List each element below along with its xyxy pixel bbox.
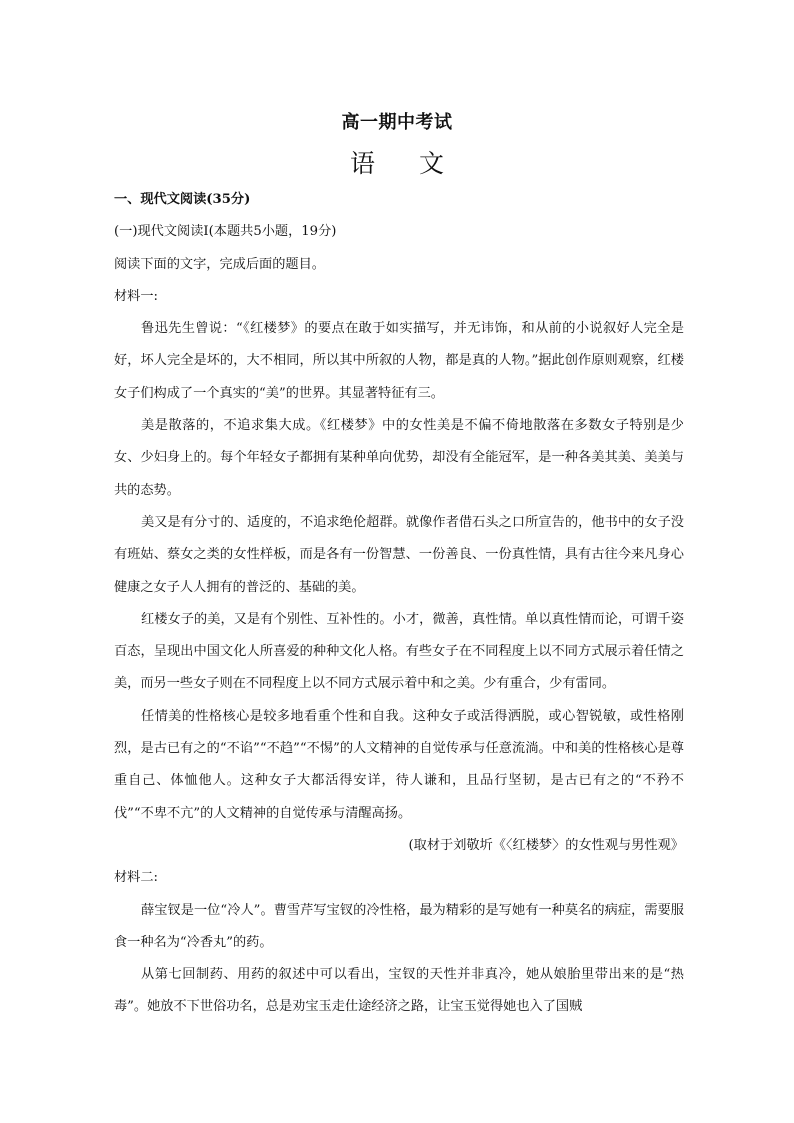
material-paragraph: 美又是有分寸的、适度的，不追求绝伦超群。就像作者借石头之口所宣告的，他书中的女子没有班姑、蔡女之类的女性样板，而是各有一份智慧、一份善良、一份真性情，具有古往今来凡身心健康之女子人人拥有的普泛的、基础的美。 (114, 514, 684, 595)
material-paragraph: 美是散落的，不追求集大成。《红楼梦》中的女性美是不偏不倚地散落在多数女子特别是少女、少妇身上的。每个年轻女子都拥有某种单向优势，却没有全能冠军，是一种各美其美、美美与共的态势。 (114, 418, 684, 498)
exam-title: 高一期中考试 (341, 112, 453, 133)
material-paragraph: 任情美的性格核心是较多地看重个性和自我。这种女子或活得洒脱，或心智锐敏，或性格刚烈，是古已有之的“不谄”“不趋”“不惕”的人文精神的自觉传承与任意流淌。中和美的性格核心是尊重自己、体恤他人。这种女子大都活得安详，待人谦和，且品行坚韧，是古已有之的“不矜不伐”“不卑不亢”的人文精神的自觉传承与清醒高扬。 (114, 708, 684, 821)
material-paragraph: 薛宝钗是一位“冷人”。曹雪芹写宝钗的冷性格，最为精彩的是写她有一种莫名的病症，需要服食一种名为“冷香丸”的药。 (114, 902, 684, 950)
reading-instruction: 阅读下面的文字，完成后面的题目。 (114, 256, 325, 272)
material-label: 材料二: (114, 870, 159, 886)
sub-section-heading: (一)现代文阅读Ⅰ(本题共5小题，19分) (114, 224, 337, 240)
material-paragraph: 鲁迅先生曾说：“《红楼梦》的要点在敢于如实描写，并无讳饰，和从前的小说叙好人完全是好，坏人完全是坏的，大不相同，所以其中所叙的人物，都是真的人物。”据此创作原则观察，红楼女子们构成了一个真实的“美”的世界。其显著特征有三。 (114, 321, 684, 401)
subject-title: 语 文 (350, 149, 462, 178)
material-label: 材料一: (114, 288, 159, 304)
section-heading: 一、现代文阅读(35分) (114, 192, 251, 207)
material-paragraph: 红楼女子的美，又是有个别性、互补性的。小才，微善，真性情。单以真性情而论，可谓千姿百态，呈现出中国文化人所喜爱的种种文化人格。有些女子在不同程度上以不同方式展示着任情之美，而另一些女子则在不同程度上以不同方式展示着中和之美。少有重合，少有雷同。 (114, 611, 684, 692)
material-source: (取材于刘敬圻《〈红楼梦〉的女性观与男性观》 (408, 837, 684, 853)
exam-content (114, 184, 684, 1024)
material-paragraph: 从第七回制药、用药的叙述中可以看出，宝钗的天性并非真冷，她从娘胎里带出来的是“热毒”。她放不下世俗功名，总是劝宝玉走仕途经济之路，让宝玉觉得她也入了国贼 (114, 967, 684, 1015)
